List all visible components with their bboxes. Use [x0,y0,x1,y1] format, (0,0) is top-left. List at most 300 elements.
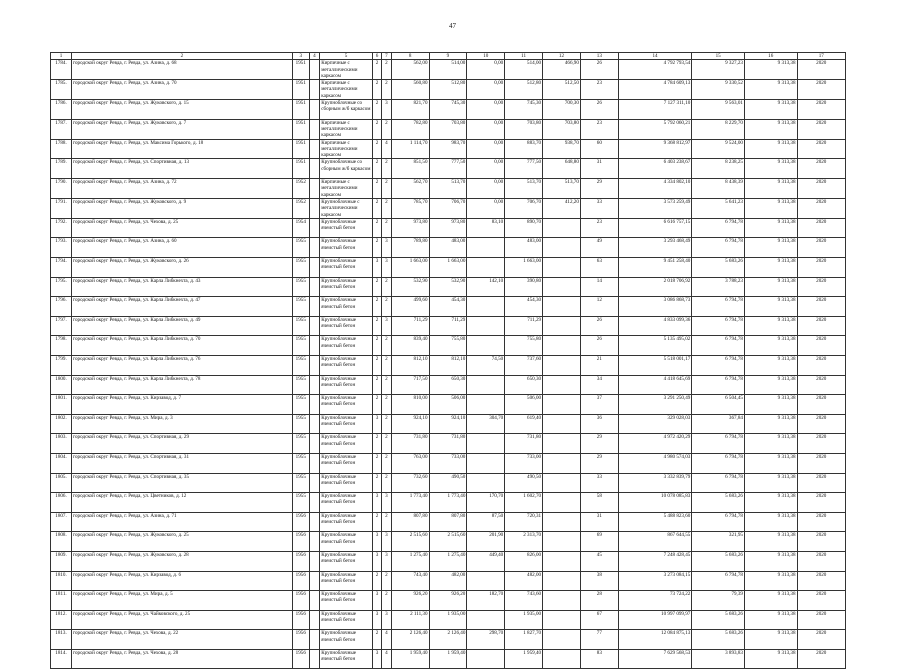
cell-area-non-residential [467,473,505,493]
cell-repair-year: 2020 [797,414,846,434]
cell-area-private: 506,00 [505,395,543,415]
cell-repair-year: 2020 [797,297,846,317]
column-number-5: 5 [320,53,373,60]
cell-area-private: 826,00 [505,551,543,571]
cell-year-built: 1956 [292,649,309,669]
cell-entrances: 2 [382,159,391,179]
cell-year-built: 1954 [292,218,309,238]
cell-repair-cost: 4 334 802,10 [618,179,692,199]
cell-repair-cost: 5 488 823,60 [618,512,692,532]
cell-address: городской округ Ревда, г. Ревда, ул. Карла Либкнехта, д. 76 [72,355,293,375]
cell-area-municipal [543,316,581,336]
cell-repair-cost: 329 028,03 [618,414,692,434]
column-number-11: 11 [505,53,543,60]
cell-year-built: 1951 [292,119,309,139]
cell-area-residential: 1 959,40 [429,649,467,669]
cell-address: городской округ Ревда, г. Ревда, ул. Жуковского, д. 9 [72,198,293,218]
cell-entrances: 2 [382,512,391,532]
cell-area-private: 1 602,70 [505,493,543,513]
cell-floors: 3 [372,258,381,278]
column-number-3: 3 [292,53,309,60]
cell-cost-per-sqm: 321,95 [692,532,745,552]
cell-year-built: 1955 [292,493,309,513]
cell-cost-limit: 9 313,38 [744,80,797,100]
cell-residents-count: 38 [580,571,618,591]
cell-residents-count: 33 [580,473,618,493]
cell-area-municipal: 466,90 [543,60,581,80]
cell-repair-cost: 867 644,55 [618,532,692,552]
cell-address: городской округ Ревда, г. Ревда, ул. Чехова, д. 22 [72,630,293,650]
cell-area-residential: 1 663,00 [429,258,467,278]
table-row [51,179,846,199]
cell-wall-material: Крупноблочные ячеистый бетон [320,218,373,238]
cell-cost-per-sqm: 8 238,25 [692,159,745,179]
cell-repair-year: 2020 [797,649,846,669]
cell-wall-material: Крупноблочные ячеистый бетон [320,297,373,317]
cell-area-private: 777,50 [505,159,543,179]
cell-area-non-residential: 304,70 [467,414,505,434]
cell-area-residential: 777,50 [429,159,467,179]
cell-wall-material: Крупноблочные ячеистый бетон [320,375,373,395]
cell-repair-cost: 3 291 250,49 [618,395,692,415]
cell-total-area: 851,50 [391,159,429,179]
cell-repair-year: 2020 [797,277,846,297]
cell-cost-per-sqm: 5 683,26 [692,493,745,513]
cell-floors: 2 [372,395,381,415]
cell-wall-material: Крупноблочные ячеистый бетон [320,630,373,650]
table-row [51,453,846,473]
cell-area-residential: 513,70 [429,179,467,199]
cell-address: городской округ Ревда, г. Ревда, ул. Спортивная, д. 35 [72,473,293,493]
cell-entrances: 3 [382,316,391,336]
cell-cost-per-sqm: 5 683,26 [692,630,745,650]
cell-total-area: 532,90 [391,277,429,297]
cell-cost-limit: 9 313,38 [744,100,797,120]
cell-area-non-residential: 449,40 [467,551,505,571]
cell-year-built: 1956 [292,571,309,591]
cell-area-private: 755,80 [505,336,543,356]
cell-repair-cost: 10 078 085,83 [618,493,692,513]
cell-floors: 2 [372,80,381,100]
cell-repair-cost: 3 332 839,79 [618,473,692,493]
cell-area-municipal: 412,20 [543,198,581,218]
cell-floors: 2 [372,453,381,473]
cell-residents-count: 26 [580,60,618,80]
cell-repair-year: 2020 [797,80,846,100]
cell-total-area: 924,10 [391,414,429,434]
cell-repair-year: 2020 [797,218,846,238]
cell-address: городской округ Ревда, г. Ревда, ул. Карла Либкнехта, д. 78 [72,375,293,395]
cell-residents-count: 33 [580,198,618,218]
cell-residents-count: 60 [580,139,618,159]
table-body [51,60,846,669]
cell-wall-material: Крупноблочные с металлическими каркасом [320,198,373,218]
cell-entrances: 2 [382,395,391,415]
cell-address: городской округ Ревда, г. Ревда, ул. Азина, д. 71 [72,512,293,532]
cell-area-residential: 490,50 [429,473,467,493]
cell-residents-count: 83 [580,649,618,669]
cell-year-built: 1951 [292,80,309,100]
cell-entrances: 3 [382,532,391,552]
cell-cost-limit: 9 313,38 [744,139,797,159]
cell-area-residential: 650,30 [429,375,467,395]
cell-total-area: 2 111,30 [391,610,429,630]
cell-entrances: 2 [382,414,391,434]
cell-entrances: 2 [382,60,391,80]
cell-area-residential: 731,80 [429,434,467,454]
cell-entrances: 3 [382,238,391,258]
cell-cost-limit: 9 313,38 [744,238,797,258]
cell-total-area: 839,40 [391,336,429,356]
cell-entrances: 3 [382,493,391,513]
cell-floors: 2 [372,198,381,218]
cell-area-non-residential [467,375,505,395]
cell-year-commissioned [309,277,320,297]
cell-year-commissioned [309,649,320,669]
cell-address: городской округ Ревда, г. Ревда, ул. Чехова, д. 25 [72,218,293,238]
cell-total-area: 560,80 [391,80,429,100]
cell-row-number: 1806. [51,493,72,513]
cell-repair-year: 2020 [797,630,846,650]
cell-area-municipal [543,434,581,454]
cell-area-residential: 807,80 [429,512,467,532]
cell-total-area: 731,80 [391,434,429,454]
cell-year-commissioned [309,375,320,395]
cell-wall-material: Крупноблочные ячеистый бетон [320,434,373,454]
cell-repair-year: 2020 [797,179,846,199]
cell-row-number: 1796. [51,297,72,317]
table-row [51,375,846,395]
table-row [51,119,846,139]
cell-year-built: 1952 [292,179,309,199]
cell-repair-year: 2020 [797,258,846,278]
cell-address: городской округ Ревда, г. Ревда, ул. Мира, д. 3 [72,414,293,434]
cell-address: городской округ Ревда, г. Ревда, ул. Чайковского, д. 25 [72,610,293,630]
cell-floors: 2 [372,119,381,139]
cell-repair-year: 2020 [797,434,846,454]
cell-area-non-residential: 87,50 [467,512,505,532]
cell-year-commissioned [309,179,320,199]
cell-year-commissioned [309,551,320,571]
cell-area-private: 737,60 [505,355,543,375]
cell-floors: 2 [372,218,381,238]
cell-year-built: 1951 [292,159,309,179]
cell-area-non-residential: 74,50 [467,355,505,375]
cell-repair-year: 2020 [797,591,846,611]
cell-area-non-residential: 298,70 [467,630,505,650]
cell-row-number: 1798. [51,336,72,356]
cell-repair-cost: 5 518 001,17 [618,355,692,375]
cell-cost-limit: 9 313,38 [744,649,797,669]
cell-cost-per-sqm: 6 794,78 [692,375,745,395]
cell-floors: 2 [372,238,381,258]
cell-row-number: 1802. [51,414,72,434]
cell-floors: 2 [372,375,381,395]
cell-row-number: 1793. [51,238,72,258]
cell-year-commissioned [309,473,320,493]
cell-area-municipal [543,395,581,415]
cell-year-commissioned [309,453,320,473]
cell-area-non-residential [467,297,505,317]
cell-year-commissioned [309,258,320,278]
cell-floors: 2 [372,473,381,493]
cell-year-commissioned [309,512,320,532]
cell-floors: 2 [372,277,381,297]
cell-year-commissioned [309,434,320,454]
cell-wall-material: Кирпичные с металлическими каркасом [320,139,373,159]
cell-cost-per-sqm: 6 794,78 [692,297,745,317]
table-row [51,414,846,434]
cell-floors: 3 [372,551,381,571]
cell-floors: 2 [372,179,381,199]
cell-year-built: 1955 [292,297,309,317]
cell-year-commissioned [309,414,320,434]
cell-cost-limit: 9 313,38 [744,258,797,278]
cell-area-residential: 1 935,00 [429,610,467,630]
cell-wall-material: Крупноблочные ячеистый бетон [320,238,373,258]
cell-repair-year: 2020 [797,512,846,532]
cell-cost-limit: 9 313,38 [744,512,797,532]
cell-cost-per-sqm: 5 683,26 [692,551,745,571]
cell-wall-material: Кирпичные с металлическими каркасом [320,60,373,80]
cell-year-commissioned [309,532,320,552]
cell-address: городской округ Ревда, г. Ревда, ул. Максима Горького, д. 18 [72,139,293,159]
table-header [51,53,846,60]
column-number-9: 9 [429,53,467,60]
table-row [51,297,846,317]
cell-entrances: 2 [382,591,391,611]
cell-entrances: 3 [382,610,391,630]
cell-year-built: 1955 [292,434,309,454]
cell-area-private: 483,00 [505,238,543,258]
cell-area-residential: 812,10 [429,355,467,375]
cell-wall-material: Крупноблочные ячеистый бетон [320,473,373,493]
cell-floors: 2 [372,139,381,159]
cell-area-municipal [543,277,581,297]
cell-cost-limit: 9 313,38 [744,198,797,218]
cell-row-number: 1789. [51,159,72,179]
cell-area-municipal [543,238,581,258]
cell-cost-per-sqm: 9 524,00 [692,139,745,159]
cell-address: городской округ Ревда, г. Ревда, ул. Карла Либкнехта, д. 49 [72,316,293,336]
cell-wall-material: Кирпичные с металлическими каркасом [320,119,373,139]
cell-total-area: 732,60 [391,473,429,493]
table-row [51,395,846,415]
cell-area-residential: 1 275,40 [429,551,467,571]
table-row [51,512,846,532]
cell-repair-cost: 7 629 568,53 [618,649,692,669]
cell-wall-material: Кирпичные с металлическими каркасом [320,80,373,100]
cell-year-built: 1956 [292,630,309,650]
cell-repair-year: 2020 [797,139,846,159]
cell-residents-count: 26 [580,316,618,336]
cell-cost-per-sqm: 8 438,39 [692,179,745,199]
cell-address: городской округ Ревда, г. Ревда, ул. Цветников, д. 12 [72,493,293,513]
cell-cost-limit: 9 313,38 [744,610,797,630]
cell-entrances: 2 [382,119,391,139]
cell-floors: 2 [372,297,381,317]
cell-address: городской округ Ревда, г. Ревда, ул. Кирзавод, д. 7 [72,395,293,415]
cell-wall-material: Крупноблочные со сборным ж/б каркасом [320,159,373,179]
cell-area-municipal [543,551,581,571]
cell-area-private: 731,80 [505,434,543,454]
cell-total-area: 785,70 [391,198,429,218]
cell-area-residential: 2 515,60 [429,532,467,552]
cell-cost-per-sqm: 6 794,78 [692,316,745,336]
cell-year-built: 1955 [292,238,309,258]
cell-entrances: 2 [382,198,391,218]
cell-year-built: 1955 [292,277,309,297]
cell-total-area: 499,60 [391,297,429,317]
cell-cost-limit: 9 313,38 [744,277,797,297]
cell-area-private: 482,00 [505,571,543,591]
cell-area-private: 1 959,40 [505,649,543,669]
cell-year-commissioned [309,218,320,238]
cell-year-commissioned [309,159,320,179]
cell-area-private: 513,70 [505,179,543,199]
cell-residents-count: 63 [580,258,618,278]
cell-residents-count: 31 [580,159,618,179]
cell-area-municipal: 513,70 [543,179,581,199]
cell-repair-year: 2020 [797,198,846,218]
cell-wall-material: Крупноблочные ячеистый бетон [320,336,373,356]
cell-year-commissioned [309,100,320,120]
table-row [51,159,846,179]
table-row [51,434,846,454]
cell-repair-cost: 6 616 757,15 [618,218,692,238]
cell-row-number: 1785. [51,80,72,100]
cell-address: городской округ Ревда, г. Ревда, ул. Карла Либкнехта, д. 70 [72,336,293,356]
cell-year-built: 1955 [292,355,309,375]
cell-cost-per-sqm: 6 794,78 [692,453,745,473]
cell-wall-material: Крупноблочные ячеистый бетон [320,493,373,513]
cell-cost-per-sqm: 9 327,23 [692,60,745,80]
cell-year-commissioned [309,591,320,611]
cell-residents-count: 23 [580,80,618,100]
cell-address: городской округ Ревда, г. Ревда, ул. Мира, д. 5 [72,591,293,611]
table-row [51,100,846,120]
table-row [51,277,846,297]
cell-wall-material: Крупноблочные ячеистый бетон [320,258,373,278]
cell-row-number: 1784. [51,60,72,80]
cell-area-residential: 924,10 [429,414,467,434]
cell-area-municipal [543,610,581,630]
cell-address: городской округ Ревда, г. Ревда, ул. Жуковского, д. 26 [72,258,293,278]
cell-total-area: 2 126,40 [391,630,429,650]
cell-area-private: 1 827,70 [505,630,543,650]
cell-area-residential: 2 126,40 [429,630,467,650]
cell-area-private: 745,30 [505,100,543,120]
cell-year-built: 1956 [292,551,309,571]
cell-area-private: 512,80 [505,80,543,100]
cell-area-non-residential: 182,70 [467,591,505,611]
cell-wall-material: Крупноблочные ячеистый бетон [320,414,373,434]
cell-row-number: 1794. [51,258,72,278]
cell-total-area: 1 275,40 [391,551,429,571]
cell-total-area: 789,80 [391,238,429,258]
cell-area-private: 706,70 [505,198,543,218]
cell-floors: 2 [372,316,381,336]
table-row [51,218,846,238]
cell-total-area: 1 114,70 [391,139,429,159]
cell-area-non-residential: 0,00 [467,119,505,139]
cell-year-built: 1951 [292,139,309,159]
cell-area-municipal [543,218,581,238]
cell-area-non-residential: 0,00 [467,80,505,100]
cell-entrances: 2 [382,571,391,591]
cell-address: городской округ Ревда, г. Ревда, ул. Жуковского, д. 7 [72,119,293,139]
cell-area-non-residential: 83,10 [467,218,505,238]
cell-area-municipal [543,414,581,434]
cell-area-municipal: 648,80 [543,159,581,179]
cell-year-built: 1952 [292,198,309,218]
cell-cost-per-sqm: 6 794,78 [692,218,745,238]
cell-residents-count: 21 [580,355,618,375]
cell-repair-year: 2020 [797,395,846,415]
cell-wall-material: Крупноблочные со сборным ж/б каркасом [320,100,373,120]
cell-area-non-residential: 0,00 [467,139,505,159]
cell-area-municipal [543,355,581,375]
cell-year-commissioned [309,238,320,258]
cell-cost-per-sqm: 6 794,78 [692,473,745,493]
cell-year-commissioned [309,198,320,218]
cell-wall-material: Крупноблочные ячеистый бетон [320,551,373,571]
cell-area-non-residential: 0,00 [467,100,505,120]
cell-area-municipal [543,571,581,591]
cell-total-area: 810,00 [391,395,429,415]
cell-area-non-residential: 0,00 [467,179,505,199]
cell-total-area: 926,20 [391,591,429,611]
cell-residents-count: 36 [580,414,618,434]
cell-cost-limit: 9 313,38 [744,179,797,199]
cell-total-area: 717,50 [391,375,429,395]
cell-area-private: 703,80 [505,119,543,139]
cell-wall-material: Крупноблочные ячеистый бетон [320,453,373,473]
cell-cost-limit: 9 313,38 [744,453,797,473]
cell-wall-material: Крупноблочные ячеистый бетон [320,571,373,591]
cell-cost-limit: 9 313,38 [744,414,797,434]
cell-cost-per-sqm: 5 683,26 [692,610,745,630]
cell-wall-material: Крупноблочные ячеистый бетон [320,277,373,297]
table-row [51,610,846,630]
cell-entrances: 4 [382,139,391,159]
cell-area-non-residential [467,610,505,630]
cell-cost-limit: 9 313,38 [744,355,797,375]
cell-cost-limit: 9 313,38 [744,159,797,179]
cell-area-municipal [543,532,581,552]
cell-repair-cost: 4 980 574,03 [618,453,692,473]
cell-row-number: 1805. [51,473,72,493]
cell-repair-cost: 5 792 060,21 [618,119,692,139]
cell-cost-limit: 9 313,38 [744,336,797,356]
cell-cost-per-sqm: 367,84 [692,414,745,434]
cell-row-number: 1786. [51,100,72,120]
cell-cost-per-sqm: 3 893,83 [692,649,745,669]
cell-residents-count: 67 [580,610,618,630]
cell-floors: 2 [372,336,381,356]
cell-residents-count: 14 [580,277,618,297]
cell-row-number: 1810. [51,571,72,591]
cell-area-municipal: 700,30 [543,100,581,120]
column-number-row [51,53,846,60]
cell-area-private: 733,00 [505,453,543,473]
cell-area-municipal [543,493,581,513]
cell-area-private: 883,70 [505,139,543,159]
cell-year-built: 1956 [292,610,309,630]
cell-repair-cost: 3 573 259,49 [618,198,692,218]
cell-total-area: 562,70 [391,179,429,199]
cell-total-area: 743,40 [391,571,429,591]
